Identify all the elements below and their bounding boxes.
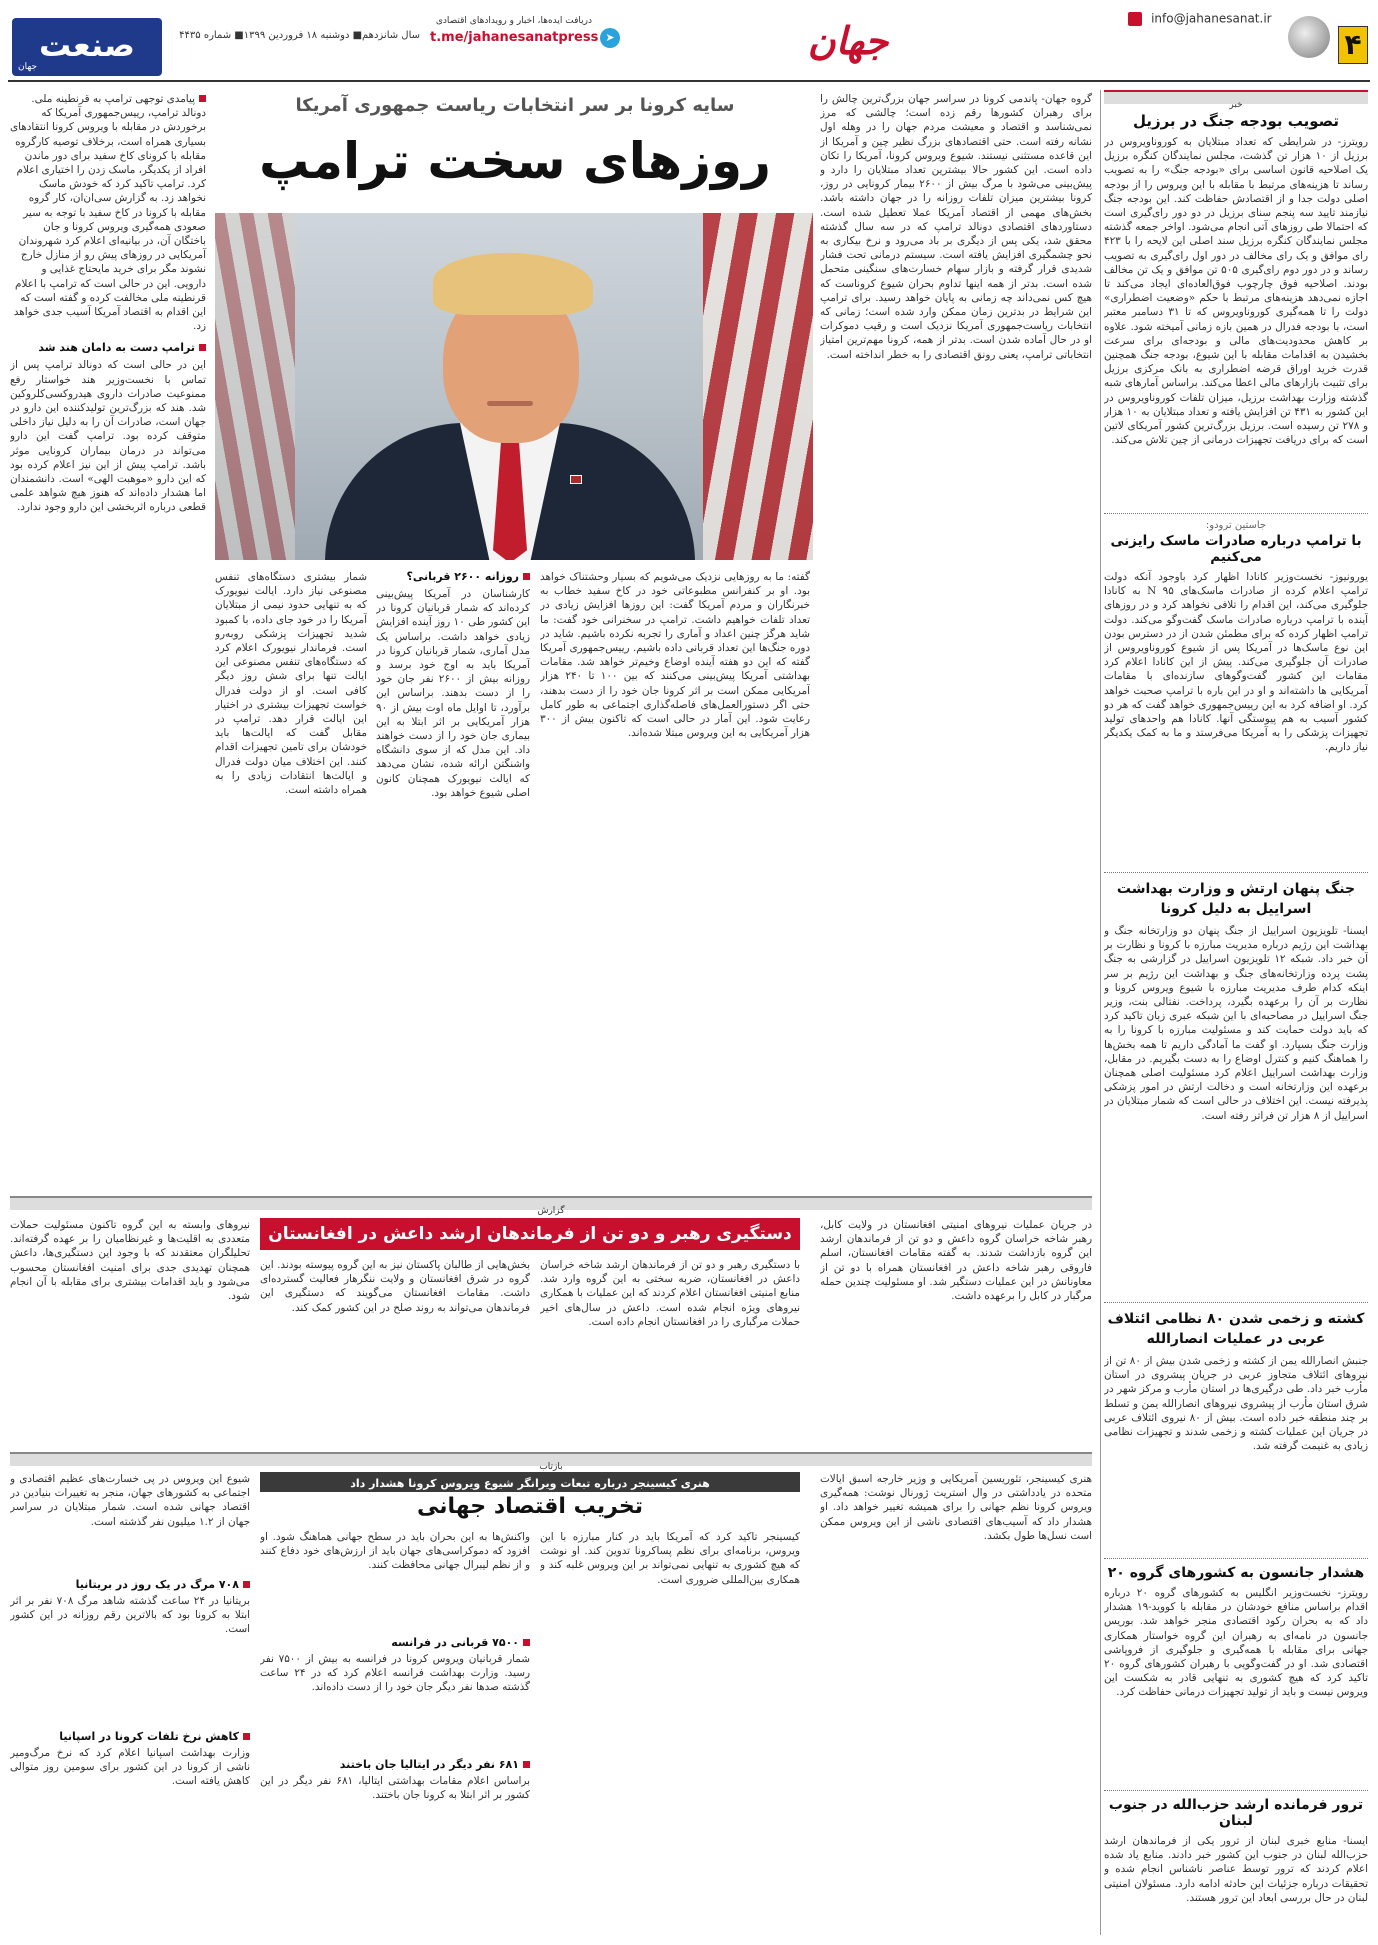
logo-sub: جهان: [18, 62, 38, 72]
kissinger-title: تخریب اقتصاد جهانی: [417, 1494, 643, 1519]
flag-stripes: [703, 213, 813, 560]
page-number: ۴: [1344, 28, 1362, 61]
telegram-text: دریافت ایده‌ها، اخبار و رویدادهای اقتصادی: [435, 16, 592, 26]
headline: هشدار جانسون به کشورهای گروه ۲۰: [1107, 1565, 1365, 1581]
feature-body: این در حالی است که دونالد ترامپ پس از تماس با نخست‌وزیر هند خواستار رفع ممنوعیت صادرات داروی هیدروکسی‌کلروکین شد. هند که بزرگ‌ترین تولیدکننده این دارو در جهان است، صادرات آن را به دلیل نیاز داخلی متوقف کرده بود. ترامپ گفت این دارو می‌تواند در درمان بیماران کرونایی موثر باشد. ترامپ پیش از این نیز اعلام کرده بود که این دارو «موهبت الهی» است. دانشمندان اما هشدار داده‌اند که هنوز هیچ شواهد علمی قطعی درباره اثربخشی این دارو وجود ندارد.: [10, 359, 206, 514]
bullet-icon: [243, 1581, 250, 1588]
afghan-title: دستگیری رهبر و دو تن از فرماندهان ارشد داعش در افغانستان: [268, 1224, 792, 1244]
masthead: [0, 0, 1378, 82]
article-body: ایسنا- منابع خبری لبنان از ترور یکی از فرماندهان ارشد حزب‌الله لبنان در جنوب این کشور خبر دادند. منابع یاد شده اعلام کردند که ترور توسط عناصر ناشناس انجام شده و تحقیقات درباره جزئیات این حادثه ادامه دارد. مسئولان امنیتی لبنان در حال بررسی ابعاد این ترور هستند.: [1104, 1835, 1368, 1904]
article-body: شیوع این ویروس در پی خسارت‌های عظیم اقتصادی و اجتماعی به کشورهای جهان، منجر به تغییرات بنیادین در اقتصاد جهانی شده است. شمار مبتلایان در سراسر جهان از ۱.۲ میلیون نفر گذشته است.: [10, 1473, 250, 1528]
mouth: [487, 401, 533, 406]
feature-body: گروه جهان- پاندمی کرونا در سراسر جهان بزرگ‌ترین چالش را برای رهبران کشورها رقم زده است؛ چالشی که مرز نمی‌شناسد و اقتصاد و معیشت مردم جهان را در وهله اول نشانه رفته است. حتی اقتصادهای بزرگ نظیر چین و آمریکا از این قاعده مستثنی نیستند. شیوع ویروس کرونا، آمریکا را تکان داده است. این کشور حالا بیشترین تعداد مبتلایان را دارد و پیش‌بینی می‌شود با مرگ بیش از ۲۶۰۰ بیمار کرونایی در روز، کرونا بیشترین میزان تلفات روزانه را در جهان داشته باشد. بخش‌های مهمی از اقتصاد آمریکا عملا تعطیل شده است. دستاوردهای اقتصادی دونالد ترامپ که در سه سال گذشته محقق شد، یکی پس از دیگری بر باد می‌رود و نرخ بیکاری به نحو چشمگیری افزایش یافته است. سیستم درمانی تحت فشار شدیدی قرار گرفته و بازار سهام خسارت‌های سنگینی متحمل شده است. بدتر از همه اینها تداوم بحران شیوع کروناست که هیچ کس نمی‌داند چه زمانی به پایان خواهد رسید. برای ترامپ این شرایط در بدترین زمان ممکن وارد شده است؛ زمانی که انتخابات ریاست‌جمهوری آمریکا نزدیک است و رقیب دموکرات او در حال آماده شدن است. بدتر از همه، کرونا مهم‌ترین امتیاز انتخاباتی ترامپ، یعنی رونق اقتصادی را به خطر انداخته است.: [820, 93, 1092, 361]
article-body: ایسنا- تلویزیون اسراییل از جنگ پنهان دو وزارتخانه جنگ و بهداشت این رژیم درباره مدیریت مبارزه با کرونا و نظارت بر آن خبر داد. شبکه ۱۲ تلویزیون اسراییل در گزارشی به جنگ پشت پرده وزارتخانه‌های جنگ و بهداشت این رژیم بر سر اینکه کدام طرف مدیریت مبارزه با شیوع ویروس کرونا و نظارت بر آن را برعهده بگیرد، پرداخت. نفتالی بنت، وزیر جنگ اسراییل در مصاحبه‌ای با این شبکه عبری زبان تاکید کرد که باید دولت حمایت کند و مسئولیت مبارزه با کرونا را به وزارت جنگ بسپارد. او گفت ما آمادگی داریم تا همه بخش‌ها را هماهنگ کنیم و کنترل اوضاع را به دست بگیریم. در مقابل، وزارت بهداشت اسراییل اعلام کرد مسئولیت اصلی همچنان برعهده این وزارتخانه است و دخالت ارتش در امور پزشکی پذیرفته نیست. این اختلاف در حالی است که شمار مبتلایان در اسراییل از ۸ هزار تن فراتر رفته است.: [1104, 925, 1368, 1122]
subhead: ۶۸۱ نفر دیگر در ایتالیا جان باختند: [260, 1758, 530, 1771]
report-label-bar: [10, 1196, 1092, 1216]
article-body: وزارت بهداشت اسپانیا اعلام کرد که نرخ مرگ‌ومیر ناشی از کرونا در این کشور برای سومین روز متوالی کاهش یافته است.: [10, 1747, 250, 1788]
bullet-icon: [523, 573, 530, 580]
issue-info: سال شانزدهم■ دوشنبه ۱۸ فروردین ۱۳۹۹■ شماره ۴۴۳۵: [179, 30, 420, 41]
article-body: شمار قربانیان ویروس کرونا در فرانسه به بیش از ۷۵۰۰ نفر رسید. وزارت بهداشت فرانسه اعلام کرد که در ۲۴ ساعت گذشته صدها نفر دیگر جان خود را از دست داده‌اند.: [260, 1653, 530, 1694]
hair: [433, 253, 593, 315]
kissinger-col3: [260, 1530, 530, 1930]
article-body: جنبش انصارالله یمن از کشته و زخمی شدن بیش از ۸۰ تن از نیروهای ائتلاف متجاوز عربی در جریان پیشروی در استان مأرب خبر داد. طی درگیری‌ها در استان مأرب و مرکز شهر در شرق استان مأرب از پیشروی نیروهای انصارالله یمن و تسلط بر چند منطقه خبر داده است. بیش از ۸۰ نیروی ائتلاف عربی در جریان این عملیات کشته و زخمی شدند و تجهیزات نظامی زیادی به غنیمت گرفته شد.: [1104, 1355, 1368, 1453]
kissinger-col1: هنری کیسینجر، تئوریسین آمریکایی و وزیر خارجه اسبق ایالات متحده در یادداشتی در وال استریت ژورنال نوشت: همه‌گیری ویروس کرونا نظم جهانی را برای همیشه تغییر خواهد داد. او هشدار داد که آسیب‌های اقتصادی ناشی از این ویروس ممکن است نسل‌ها طول بکشد.: [820, 1473, 1092, 1542]
kissinger-col4: [10, 1472, 250, 1932]
kissinger-col2: کیسینجر تاکید کرد که آمریکا باید در کنار مبارزه با این ویروس، برنامه‌ای برای نظم پساکرونا تدوین کند. او نوشت که هیچ کشوری به تنهایی نمی‌تواند بر این ویروس غلبه کند و همکاری بین‌المللی ضروری است.: [540, 1531, 800, 1586]
kissinger-kicker: هنری کیسینجر درباره تبعات ویرانگر شیوع ویروس کرونا هشدار داد: [350, 1477, 710, 1490]
subhead: پیامدی توجهی ترامپ به قرنطینه ملی. دونالد ترامپ، رییس‌جمهوری آمریکا که برخوردش در مقابله با ویروس کرونا انتقادهای بسیاری همراه است، برخلاف توصیه کارگروه مقابله با کرونای کاخ سفید برای دور ماندن افراد از یکدیگر، ماسک زدن را اختیاری اعلام کرد. ترامپ تاکید کرد که خودش ماسک نخواهد زد. به گزارش سی‌ان‌ان، کار گروه مقابله با کرونا در کاخ سفید با توجه به سیر صعودی همه‌گیری ویروس کرونا و جان باختگان آن، در بیانیه‌ای اعلام کرد شهروندان آمریکایی در روزهای پیش رو از منازل خارج نشوند مگر برای خرید مایحتاج غذایی و دارویی. این در حالی است که ترامپ با اعلام قرنطینه ملی مخالفت کرده و گفته است که این اقدام به اقتصاد آمریکا آسیب جدی خواهد زد.: [10, 93, 206, 333]
feature-title: روزهای سخت ترامپ: [259, 132, 771, 190]
headline: با ترامپ درباره صادرات ماسک رایزنی می‌کنیم: [1110, 533, 1362, 565]
bullet-icon: [199, 344, 206, 351]
feature-body: کارشناسان در آمریکا پیش‌بینی کرده‌اند که شمار قربانیان کرونا در این کشور طی ۱۰ روز آینده افزایش زیادی خواهد داشت. براساس یک مدل آماری، شمار قربانیان کرونا در آمریکا باید به اوج خود برسد و روزانه بیش از ۲۶۰۰ نفر جان خود را از دست بدهند. براساس این برآورد، تا اوایل ماه اوت بیش از ۹۰ هزار آمریکایی بر اثر ابتلا به این بیماری جان خود را از دست خواهند داد. این مدل که از سوی دانشگاه واشنگتن ارائه شده، نشان می‌دهد که ایالت نیویورک همچنان کانون اصلی شیوع خواهد بود.: [376, 588, 530, 799]
telegram-block[interactable]: [430, 16, 620, 68]
afghan-col1: در جریان عملیات نیروهای امنیتی افغانستان در ولایت کابل، رهبر شاخه خراسان گروه داعش و دو تن از فرماندهان ارشد این گروه بازداشت شدند. به گفته مقامات افغانستان، اسلم فاروقی رهبر شاخه داعش در افغانستان همراه با دو تن از معاونانش در این عملیات دستگیر شد. او مسئولیت چندین حمله مرگبار در کابل را برعهده داشت.: [820, 1219, 1092, 1303]
news-column: [1104, 90, 1368, 1935]
news-label-bar: [1104, 90, 1368, 110]
feature-col2: [540, 570, 810, 1190]
feature-col3: [376, 570, 530, 1190]
feature-body: گفته: ما به روزهایی نزدیک می‌شویم که بسیار وحشتناک خواهد بود. او بر کنفرانس مطبوعاتی خود در کاخ سفید خطاب به خبرنگاران و مردم آمریکا گفت: این روزها افزایش زیادی در تعداد تلفات خواهیم داشت. ترامپ در سخنرانی خود گفت: ما شاید هرگز چنین اعداد و آماری را تجربه نکرده باشیم. شاید در دوره جنگ‌ها این تعداد قربانی داده باشیم. رییس‌جمهوری آمریکا گفته که این دو هفته آینده اوضاع وخیم‌تر خواهد شد. مقامات بهداشتی آمریکا پیش‌بینی می‌کنند که بین ۱۰۰ تا ۲۴۰ هزار آمریکایی ممکن است بر اثر کرونا جان خود را از دست بدهند، حتی اگر دستورالعمل‌های فاصله‌گذاری اجتماعی به طور کامل رعایت شود. این آمار در حالی است که تاکنون بیش از ۳۰۰ هزار آمریکایی به این ویروس مبتلا شده‌اند.: [540, 571, 810, 740]
subhead: ۷۵۰۰ قربانی در فرانسه: [260, 1636, 530, 1649]
kissinger-kicker-bar: [260, 1472, 800, 1492]
headline: ترور فرمانده ارشد حزب‌الله در جنوب لبنان: [1108, 1797, 1364, 1829]
article-body: واکنش‌ها به این بحران باید در سطح جهانی هماهنگ شود. او افزود که دموکراسی‌های جهان باید از ارزش‌های خود دفاع کنند و از نظم لیبرال جهانی محافظت کنند.: [260, 1531, 530, 1572]
headline: کشته و زخمی شدن ۸۰ نظامی ائتلاف عربی در عملیات انصارالله: [1107, 1311, 1365, 1347]
section-title: جهان: [807, 18, 889, 63]
reflection-label-bar: [10, 1452, 1092, 1472]
feature-body: شمار بیشتری دستگاه‌های تنفس مصنوعی نیاز دارد. ایالت نیویورک که به تنهایی حدود نیمی از مبتلایان آمریکا را در خود جای داده، با کمبود شدید تجهیزات پزشکی روبه‌رو است. فرماندار نیویورک اعلام کرد که دستگاه‌های تنفس مصنوعی این ایالت تنها برای شش روز دیگر کافی است. او از دولت فدرال خواست تجهیزات بیشتری در اختیار این ایالت قرار دهد. ترامپ در مقابل گفت که ایالت‌ها باید خودشان برای تامین تجهیزات اقدام کنند. این اختلاف میان دولت فدرال و ایالت‌ها انتقادات زیادی را به همراه داشته است.: [215, 571, 367, 797]
subhead: ۷۰۸ مرگ در یک روز در بریتانیا: [10, 1578, 250, 1591]
afghan-col2: با دستگیری رهبر و دو تن از فرماندهان ارشد شاخه خراسان داعش در افغانستان، ضربه سختی به این گروه وارد شد. منابع امنیتی افغانستان اعلام کردند که این عملیات با همکاری نیروهای ویژه انجام شده است. داعش در سال‌های اخیر حملات مرگباری را در افغانستان انجام داده است.: [540, 1259, 800, 1328]
email[interactable]: info@jahanesanat.ir: [1128, 8, 1278, 26]
divider: [1104, 872, 1368, 873]
globe-icon: [1288, 16, 1330, 58]
news-label: خبر: [1229, 100, 1243, 110]
logo: [12, 18, 162, 76]
divider: [1104, 1790, 1368, 1791]
kicker: جاستین ترودو:: [1205, 520, 1267, 531]
telegram-link[interactable]: t.me/jahanesanatpress: [430, 30, 599, 45]
divider: [1104, 1302, 1368, 1303]
subhead: کاهش نرخ تلفات کرونا در اسپانیا: [10, 1730, 250, 1743]
afghan-title-bar: [260, 1218, 800, 1250]
bullet-icon: [523, 1761, 530, 1768]
headline: تصویب بودجه جنگ در برزیل: [1132, 112, 1340, 130]
telegram-icon: ➤: [600, 28, 620, 48]
article-body: رویترز- نخست‌وزیر انگلیس به کشورهای گروه ۲۰ درباره اقدام براساس منافع خودشان در مقابله با کووید-۱۹ هشدار داد که به بحران رکود اقتصادی منجر خواهد شد. بوریس جانسون در نامه‌ای به رهبران این گروه خواستار همکاری جهانی برای مقابله با همه‌گیری و جلوگیری از فروپاشی اقتصادی شد. او در گفت‌وگویی با رهبران کشورهای گروه ۲۰ تاکید کرد که هیچ کشوری به تنهایی قادر به شکست این ویروس نیست و باید از تولید تجهیزات درمانی حفاظت کرد.: [1104, 1587, 1368, 1699]
report-label: گزارش: [537, 1206, 565, 1216]
bullet-icon: [523, 1639, 530, 1646]
divider: [1104, 513, 1368, 514]
page-number-box: [1338, 26, 1368, 64]
trump-photo: [215, 213, 813, 560]
bullet-icon: [243, 1733, 250, 1740]
article-body: براساس اعلام مقامات بهداشتی ایتالیا، ۶۸۱ نفر دیگر در این کشور بر اثر ابتلا به کرونا جان باختند.: [260, 1775, 530, 1802]
flag-pin: [570, 475, 582, 484]
feature-kicker: سایه کرونا بر سر انتخابات ریاست جمهوری آمریکا: [295, 95, 735, 116]
afghan-col3: بخش‌هایی از طالبان پاکستان نیز به این گروه پیوسته بودند. این گروه در شرق افغانستان و ولایت ننگرهار فعالیت گسترده‌ای داشت. مقامات افغانستان می‌گویند که دستگیری این فرماندهان می‌تواند به روند صلح در این کشور کمک کند.: [260, 1259, 530, 1314]
divider: [1104, 1558, 1368, 1559]
feature-col4: [215, 570, 367, 1190]
feature-col1: [820, 92, 1092, 1192]
afghan-col4: نیروهای وابسته به این گروه تاکنون مسئولیت حملات متعددی به اقلیت‌ها و غیرنظامیان را بر عهده گرفته‌اند. تحلیلگران معتقدند که با وجود این دستگیری‌ها، داعش همچنان تهدیدی جدی برای امنیت افغانستان محسوب می‌شود و باید اقدامات بیشتری برای مقابله با آن انجام شود.: [10, 1219, 250, 1303]
article-body: بریتانیا در ۲۴ ساعت گذشته شاهد مرگ ۷۰۸ نفر بر اثر ابتلا به کرونا بود که بالاترین رقم روزانه در این کشور است.: [10, 1595, 250, 1636]
subhead: ترامپ دست به دامان هند شد: [10, 341, 206, 354]
mail-icon: [1128, 12, 1142, 26]
reflection-label: بازتاب: [539, 1462, 563, 1472]
article-body: رویترز- در شرایطی که تعداد مبتلایان به کوروناویروس در برزیل از ۱۰ هزار تن گذشت، مجلس نمایندگان کنگره برزیل یک اصلاحیه قانون اساسی برای «بودجه جنگ» را به تصویب رساند تا هزینه‌های مرتبط با مقابله با این ویروس را از بودجه اصلی دولت جدا و از اقتصادش حفاظت کند. این بودجه جنگ نیازمند تایید سه پنجم سنای برزیل در دو دور رای‌گیری است که احتمالا طی روزهای آتی انجام می‌شود. اواخر جمعه گذشته مجلس نمایندگان کنگره برزیل سند اصلی این لایحه را با ۴۲۳ رای موافق و یک رای مخالف در دور اول رای‌گیری به تصویب رساند و در دور دوم رای‌گیری ۵۰۵ تن موافق و یک تن مخالف بودند. اصلاحیه فوق چارچوب فوق‌العاده‌ای ایجاد می‌کند تا اجازه نمی‌دهد هزینه‌های مرتبط با حکم «وضعیت اضطراری» دولت را تا همه‌گیری کوروناویروس که تا ۳۱ دسامبر معتبر است، با بودجه فدرال در همین بازه زمانی آمیخته شود. علاوه بر کاهش محدودیت‌های مالی و بودجه‌ای برای سرعت بخشیدن به اقدامات مقابله با این شیوع، بودجه جنگ همچنین قدرت خرید اوراق قرضه اضطراری به بانک مرکزی برزیل برای تثبیت بازارهای مالی اعطا می‌کند. براساس آمارهای شبه گذشته وزارت بهداشت برزیل، میزان تلفات کوروناویروس در این کشور به ۴۳۱ تن افزایش یافته و تعداد مبتلایان به ۱۰ هزار و ۲۷۸ تن رسیده است. برزیل بزرگ‌ترین کشور آمریکای لاتین است که برای دریافت تجهیزات درمانی از چین تلاش می‌کند.: [1104, 136, 1368, 447]
flag-stripes-left: [215, 213, 295, 560]
column-rule: [1100, 90, 1101, 1935]
article-body: یورونیوز- نخست‌وزیر کانادا اظهار کرد باوجود آنکه دولت ترامپ اعلام کرده از صادرات ماسک‌های ۹۵ N به کانادا جلوگیری می‌کند، این اقدام را تلافی نخواهد کرد و در روزهای آینده با ترامپ درباره صادرات ماسک گفت‌وگو می‌کند. دولت ترامپ اظهار کرده که برای مطمئن شدن از در دسترس بودن این نوع ماسک‌ها در آمریکا پس از شیوع کوروناویروس از صادرات آن جلوگیری می‌کند. پیش از این کانادا اعلام کرد مقامات این کشور گفت‌وگوهای سازنده‌ای با مقامات آمریکایی ها داشته‌اند و او در این باره با ترامپ صحبت خواهد کرد. او اضافه کرد به این رییس‌جمهوری خواهد گفت که هر دو کشور آسیب به هم پیوستگی آنها. کانادا هم واحدهای تولید تجهیزات پزشکی را به آمریکا می‌فرستد و ما به کمک یکدیگر نیاز داریم.: [1104, 571, 1368, 754]
logo-text: صنعت: [39, 26, 135, 64]
bullet-icon: [199, 95, 206, 102]
headline: جنگ پنهان ارتش و وزارت بهداشت اسراییل به دلیل کرونا: [1116, 881, 1356, 917]
masthead-rule: [8, 80, 1370, 82]
subhead: روزانه ۲۶۰۰ قربانی؟: [376, 570, 530, 583]
feature-col5: [10, 92, 206, 1192]
